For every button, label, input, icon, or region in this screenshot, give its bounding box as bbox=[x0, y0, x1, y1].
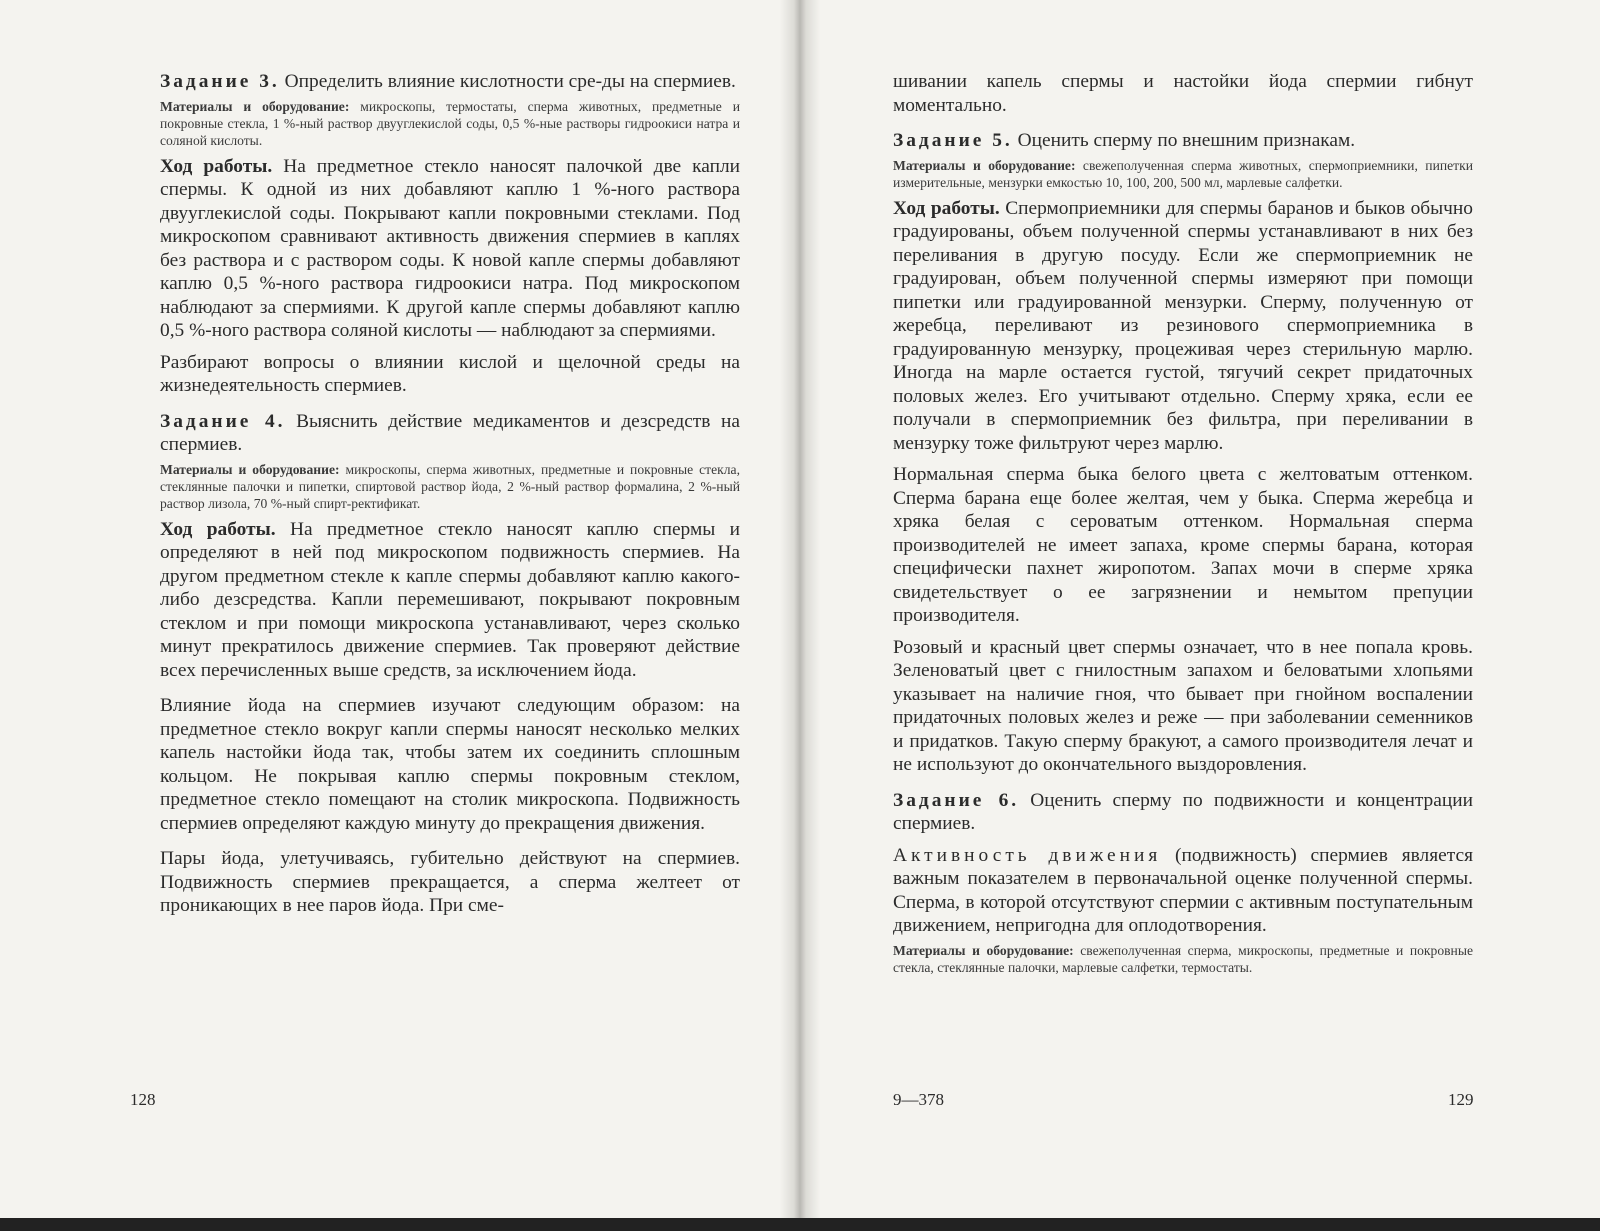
task-6-title: Оценить сперму по подвижности и концентрации спермиев. bbox=[893, 789, 1473, 834]
task-5-materials bbox=[893, 157, 1473, 191]
task-4-work-label: Ход работы. bbox=[160, 518, 276, 540]
task-4-materials-label: Материалы и оборудование: bbox=[160, 461, 340, 477]
task-5-procedure bbox=[893, 197, 1473, 456]
task-6-materials bbox=[893, 942, 1473, 976]
task-6-materials-label: Материалы и оборудование: bbox=[893, 942, 1074, 958]
task-3-heading bbox=[160, 70, 740, 94]
right-page-continuation: шивании капель спермы и настойки йода спермии гибнут моментально. bbox=[893, 71, 1473, 116]
task-6-heading bbox=[893, 789, 1473, 836]
task-3-title: Определить влияние кислотности сре-ды на спермиев. bbox=[279, 71, 736, 92]
book-gutter bbox=[780, 0, 820, 1220]
task-3-work-label: Ход работы. bbox=[160, 155, 273, 177]
page-number-right: 129 bbox=[1448, 1090, 1474, 1109]
task-5-work-label: Ход работы. bbox=[893, 197, 1000, 219]
task-3-procedure bbox=[160, 155, 740, 343]
task-4-title: Выяснить действие медикаментов и дезсредств на спермиев. bbox=[160, 410, 740, 455]
signature-mark: 9—378 bbox=[893, 1090, 944, 1109]
task-4-heading bbox=[160, 410, 740, 457]
task-5-heading bbox=[893, 129, 1473, 153]
scan-bottom-edge bbox=[0, 1218, 1600, 1231]
task-4-iodine-method: Влияние йода на спермиев изучают следующим образом: на предметное стекло вокруг капли спермы наносят несколько мелких капель настойки йода так, чтобы затем их соединить сплошным кольцом. Не покрывая каплю спермы покровным стеклом, предметное стекло помещают на столик микроскопа. Подвижность спермиев определяют каждую минуту до прекращения движения. bbox=[160, 695, 740, 834]
task-4-procedure bbox=[160, 518, 740, 683]
task-3-label: Задание 3. bbox=[160, 71, 280, 92]
task-3-discussion: Разбирают вопросы о влиянии кислой и щелочной среды на жизнедеятельность спермиев. bbox=[160, 351, 740, 396]
task-4-iodine-vapors: Пары йода, улетучиваясь, губительно действуют на спермиев. Подвижность спермиев прекращается, а сперма желтеет от проникающих в нее паров йода. При сме- bbox=[160, 848, 740, 916]
right-page bbox=[893, 70, 1473, 982]
task-4-work-text: На предметное стекло наносят каплю спермы и определяют в ней под микроскопом подвижность спермиев. На другом предметном стекле к капле спермы добавляют каплю какого-либо дезсредства. Капли перемешивают, покрывают покровным стеклом и при помощи микроскопа устанавливают, через сколько минут прекратилось движение спермиев. Так проверяют действие всех перечисленных выше средств, за исключением йода. bbox=[160, 518, 740, 681]
task-5-title: Оценить сперму по внешним признакам. bbox=[1012, 130, 1356, 151]
task-3-materials-text: микроскопы, термостаты, сперма животных, предметные и покровные стекла, 1 %-ный раствор двууглекислой соды, 0,5 %-ные растворы гидроокиси натра и соляной кислоты. bbox=[160, 98, 740, 148]
task-6-activity-label: Активность движения bbox=[893, 844, 1162, 866]
task-3-materials-label: Материалы и оборудование: bbox=[160, 98, 350, 114]
task-4-materials-text: микроскопы, сперма животных, предметные и покровные стекла, стеклянные палочки и пипетки, спиртовой раствор йода, 2 %-ный раствор формалина, 2 %-ный раствор лизола, 70 %-ный спирт-ректификат. bbox=[160, 461, 740, 511]
task-3-materials bbox=[160, 98, 740, 149]
task-6-activity bbox=[893, 844, 1473, 938]
page-number-left: 128 bbox=[130, 1090, 156, 1109]
task-6-activity-text: (подвижность) спермиев является важным показателем в первоначальной оценке полученной спермы. Сперма, в которой отсутствуют спермии с активным поступательным движением, непригодна для оплодотворения. bbox=[893, 844, 1473, 936]
task-3-work-text: На предметное стекло наносят палочкой две капли спермы. К одной из них добавляют каплю 1 %-ного раствора двууглекислой соды. Покрывают капли покровными стеклами. Под микроскопом сравнивают активность движения спермиев в каплях без раствора и с раствором соды. К новой капле спермы добавляют каплю 0,5 %-ного раствора гидроокиси натра. Под микроскопом наблюдают за спермиями. К другой капле спермы добавляют каплю 0,5 %-ного раствора соляной кислоты — наблюдают за спермиями. bbox=[160, 155, 740, 341]
task-6-materials-text: свежеполученная сперма, микроскопы, предметные и покровные стекла, стеклянные палочки, марлевые салфетки, термостаты. bbox=[893, 942, 1473, 975]
task-5-materials-text: свежеполученная сперма животных, спермоприемники, пипетки измерительные, мензурки емкостью 10, 100, 200, 500 мл, марлевые салфетки. bbox=[893, 157, 1473, 190]
task-4-label: Задание 4. bbox=[160, 410, 286, 432]
task-6-label: Задание 6. bbox=[893, 789, 1020, 811]
left-page bbox=[160, 70, 740, 918]
task-5-abnormal-semen: Розовый и красный цвет спермы означает, что в нее попала кровь. Зеленоватый цвет с гнилостным запахом и беловатыми хлопьями указывает на наличие гноя, что бывает при гнойном воспалении придаточных половых желез и реже — при заболевании семенников и придатков. Такую сперму бракуют, а самого производителя лечат и не используют до окончательного выздоровления. bbox=[893, 636, 1473, 775]
task-5-work-text: Спермоприемники для спермы баранов и быков обычно градуированы, объем полученной спермы устанавливают в них без переливания в другую посуду. Если же спермоприемник не градуирован, объем полученной спермы измеряют при помощи пипетки или градуированной мензурки. Сперму, полученную от жеребца, переливают из резинового спермоприемника в градуированную мензурку, процеживая через стерильную марлю. Иногда на марле остается густой, тягучий секрет придаточных половых желез. Его учитывают отдельно. Сперму хряка, если ее получали в спермоприемник без фильтра, при переливании в мензурку тоже фильтруют через марлю. bbox=[893, 197, 1473, 454]
task-5-normal-semen: Нормальная сперма быка белого цвета с желтоватым оттенком. Сперма барана еще более желтая, чем у быка. Сперма жеребца и хряка белая с сероватым оттенком. Нормальная сперма производителей не имеет запаха, кроме спермы барана, которая специфически пахнет жиропотом. Запах мочи в сперме хряка свидетельствует о ее загрязнении и немытом препуции производителя. bbox=[893, 464, 1473, 626]
task-5-label: Задание 5. bbox=[893, 130, 1013, 151]
task-5-materials-label: Материалы и оборудование: bbox=[893, 157, 1076, 173]
task-4-materials bbox=[160, 461, 740, 512]
